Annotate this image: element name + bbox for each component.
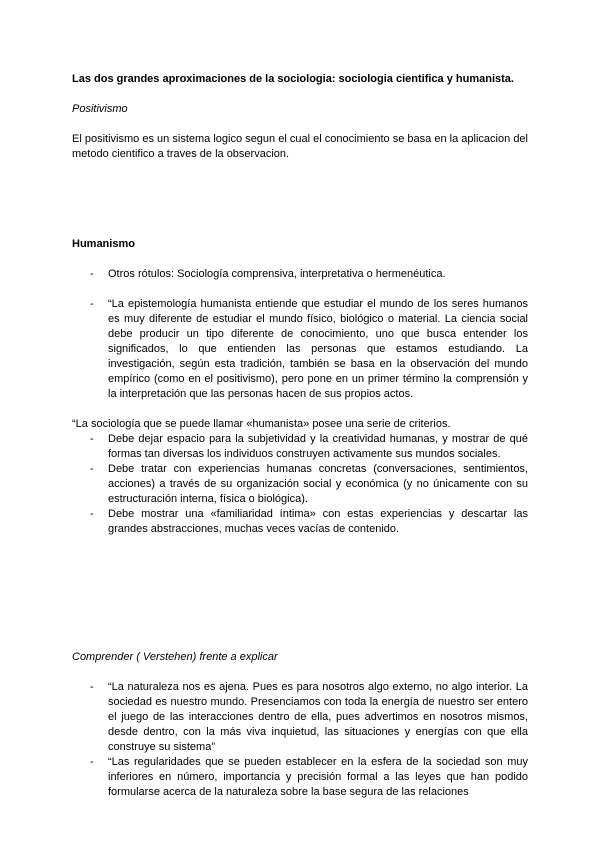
humanismo-list: [72, 267, 528, 402]
list-item: [72, 267, 528, 282]
document-title: Las dos grandes aproximaciones de la sociologia: sociologia cientifica y humanista.: [72, 73, 514, 85]
list-item-text: Debe dejar espacio para la subjetividad y la creatividad humanas, y mostrar de qué formas tan diversas los individuos construyen activamente sus mundos sociales.: [108, 433, 528, 460]
heading-positivismo: Positivismo: [72, 103, 128, 115]
list-item: [72, 462, 528, 507]
dash-bullet: -: [90, 268, 94, 280]
list-item: [72, 755, 528, 800]
list-item: [72, 432, 528, 462]
positivismo-text: El positivismo es un sistema logico segun el cual el conocimiento se basa en la aplicacion del metodo cientifico a traves de la observacion.: [72, 133, 528, 160]
list-item: [72, 297, 528, 402]
dash-bullet: -: [90, 433, 94, 445]
list-item-text: Debe mostrar una «familiaridad íntima» con estas experiencias y descartar las grandes abstracciones, muchas veces vacías de contenido.: [108, 508, 528, 535]
dash-bullet: -: [90, 681, 94, 693]
list-item-text: “La naturaleza nos es ajena. Pues es para nosotros algo externo, no algo interior. La sociedad es nuestro mundo. Presenciamos con toda la energía de nuestro ser entero el juego de las interacciones dentro de ella, pues advertimos en nosotros mismos, desde dentro, con la más viva inquietud, las situaciones y energías con que ella construye su sistema”: [108, 681, 528, 753]
heading-comprender: Comprender ( Verstehen) frente a explicar: [72, 651, 278, 663]
dash-bullet: -: [90, 298, 94, 310]
criterios-intro: “La sociología que se puede llamar «humanista» posee una serie de criterios.: [72, 418, 451, 430]
list-item-text: Otros rótulos: Sociología comprensiva, interpretativa o hermenéutica.: [108, 268, 446, 280]
dash-bullet: -: [90, 463, 94, 475]
heading-humanismo: Humanismo: [72, 238, 135, 250]
dash-bullet: -: [90, 508, 94, 520]
list-item-text: “La epistemología humanista entiende que estudiar el mundo de los seres humanos es muy diferente de estudiar el mundo físico, biológico o material. La ciencia social debe producir un tipo diferente de conocimiento, uno que busca entender los significados, lo que entienden las personas que estamos estudiando. La investigación, según esta tradición, también se basa en la observación del mundo empírico (como en el positivismo), pero pone en un primer término la comprensión y la interpretación que las personas hacen de sus propios actos.: [108, 298, 528, 400]
document-page: [72, 72, 528, 800]
list-item-text: Debe tratar con experiencias humanas concretas (conversaciones, sentimientos, acciones) a través de su organización social y económica (y no únicamente con su estructuración interna, física o biológica).: [108, 463, 528, 505]
comprender-list: [72, 680, 528, 800]
list-item-text: “Las regularidades que se pueden establecer en la esfera de la sociedad son muy inferiores en número, importancia y precisión formal a las leyes que han podido formularse acerca de la naturaleza sobre la base segura de las relaciones: [108, 756, 528, 798]
dash-bullet: -: [90, 756, 94, 768]
list-item: [72, 507, 528, 537]
criterios-list: [72, 432, 528, 537]
list-item: [72, 680, 528, 755]
